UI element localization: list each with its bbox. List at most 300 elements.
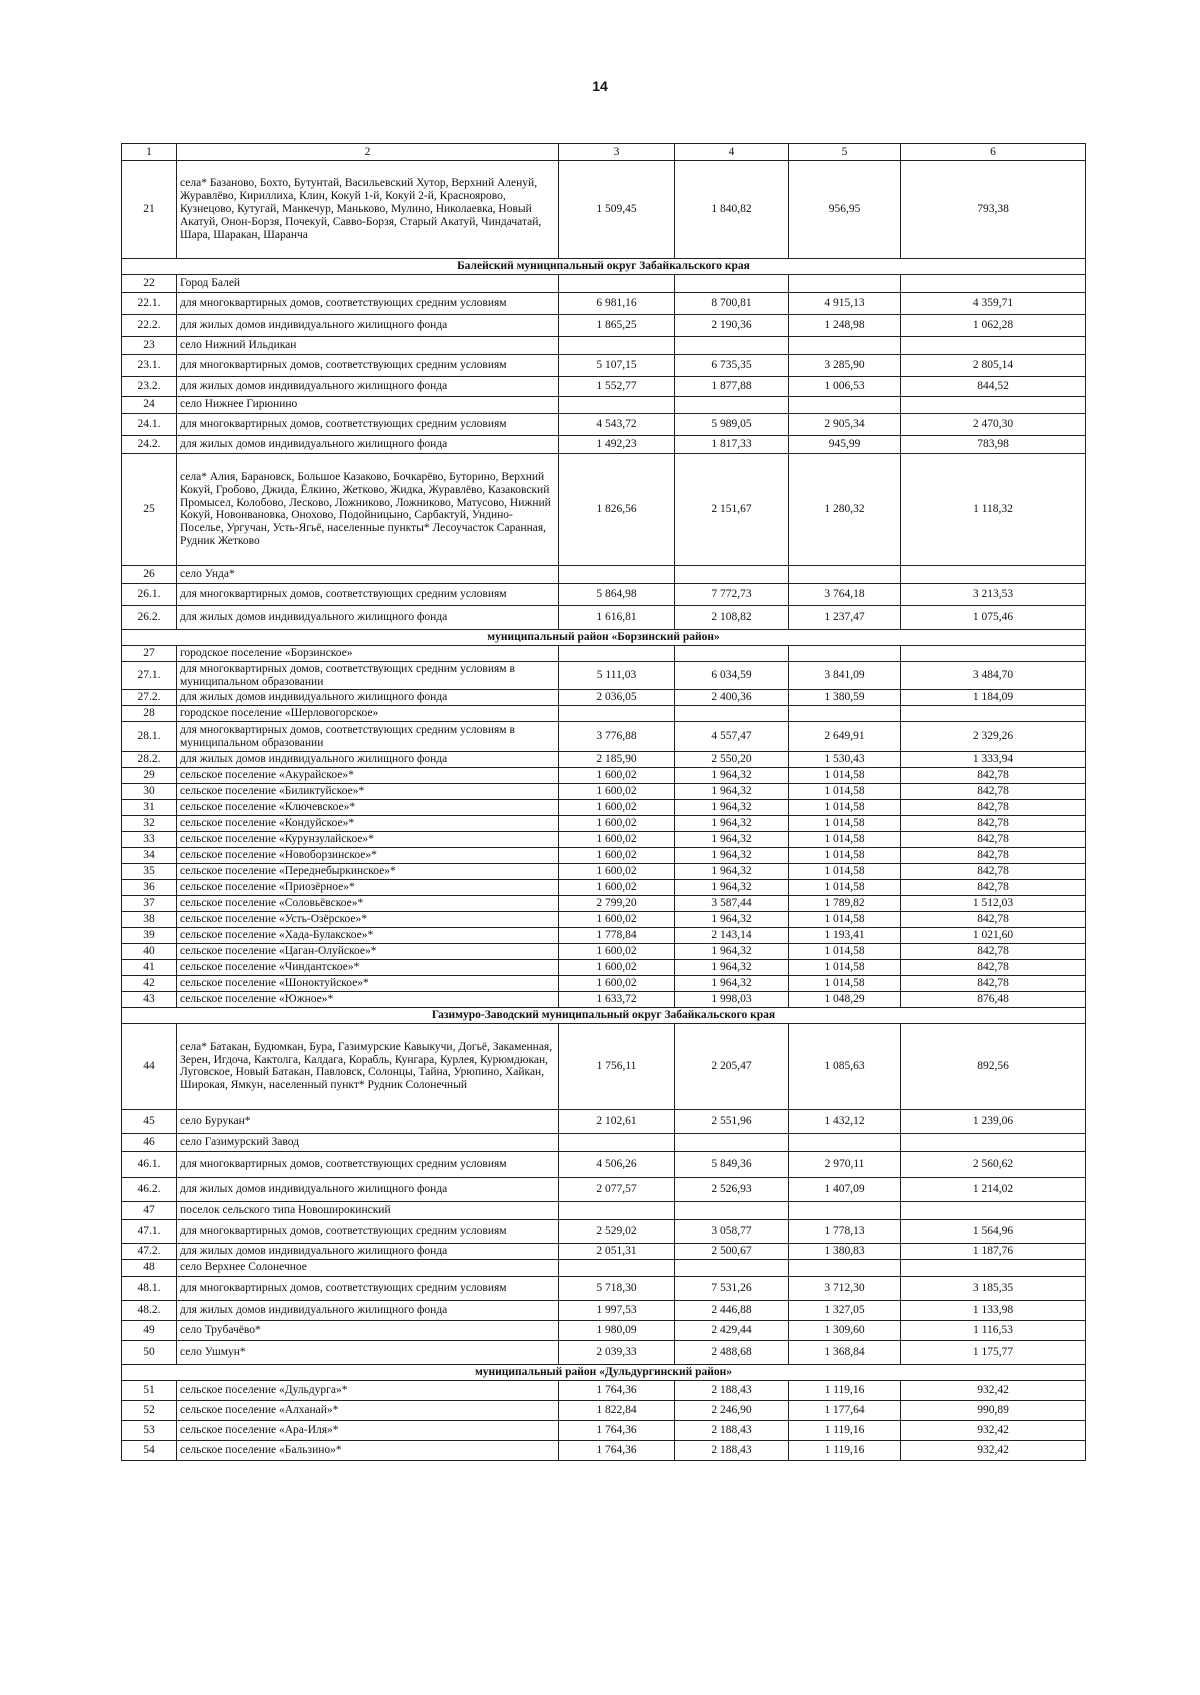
value-cell-col4: 1 964,32: [675, 832, 789, 848]
value-cell-col3: 5 718,30: [559, 1276, 675, 1300]
value-cell-col3: [559, 274, 675, 292]
value-cell-col5: 4 915,13: [789, 292, 901, 314]
value-cell-col3: [559, 396, 675, 413]
section-header-row: [122, 1008, 1086, 1024]
value-cell-col6: 842,78: [901, 864, 1086, 880]
value-cell-col4: 1 964,32: [675, 768, 789, 784]
value-cell-col4: 2 151,67: [675, 453, 789, 565]
row-description: село Газимурский Завод: [177, 1133, 559, 1151]
value-cell-col5: 1 380,59: [789, 690, 901, 706]
value-cell-col4: 2 205,47: [675, 1023, 789, 1109]
table-row: [122, 292, 1086, 314]
value-cell-col4: 2 108,82: [675, 605, 789, 629]
row-description: сельское поселение «Южное»*: [177, 992, 559, 1008]
table-row: [122, 800, 1086, 816]
row-number: 54: [122, 1440, 177, 1460]
value-cell-col5: [789, 565, 901, 583]
row-description: села* Алия, Барановск, Большое Казаково, Бочкарёво, Буторино, Верхний Кокуй, Гробово, Джида, Ёлкино, Жетково, Жидка, Журавлёво, Казаковский Промысел, Колобово, Лесково, Ложниково, Ложниково, Матусово, Нижний Кокуй, Новоивановка, Онохово, Подойницыно, Сарбактуй, Ундино-Поселье, Ургучан, Усть-Ягьё, населенные пункты* Лесоучасток Саранная, Рудник Жетково: [177, 453, 559, 565]
value-cell-col4: [675, 565, 789, 583]
section-title: Газимуро-Заводский муниципальный округ Забайкальского края: [122, 1008, 1086, 1024]
row-number: 24: [122, 396, 177, 413]
value-cell-col6: 1 075,46: [901, 605, 1086, 629]
row-description: село Нижний Ильдикан: [177, 336, 559, 354]
value-cell-col3: [559, 336, 675, 354]
value-cell-col6: 1 564,96: [901, 1219, 1086, 1243]
value-cell-col4: 1 877,88: [675, 376, 789, 396]
row-description: село Ушмун*: [177, 1340, 559, 1364]
value-cell-col4: 2 188,43: [675, 1420, 789, 1440]
value-cell-col6: 842,78: [901, 912, 1086, 928]
value-cell-col3: 1 600,02: [559, 976, 675, 992]
value-cell-col4: 6 735,35: [675, 354, 789, 376]
row-description: сельское поселение «Кондуйское»*: [177, 816, 559, 832]
value-cell-col6: 2 560,62: [901, 1151, 1086, 1177]
row-number: 31: [122, 800, 177, 816]
row-description: сельское поселение «Хада-Булакское»*: [177, 928, 559, 944]
value-cell-col4: 2 446,88: [675, 1300, 789, 1320]
row-description: сельское поселение «Приозёрное»*: [177, 880, 559, 896]
table-row: [122, 992, 1086, 1008]
value-cell-col6: 842,78: [901, 784, 1086, 800]
value-cell-col6: 2 805,14: [901, 354, 1086, 376]
table-row: [122, 1320, 1086, 1340]
value-cell-col4: [675, 396, 789, 413]
value-cell-col5: 956,95: [789, 161, 901, 259]
row-number: 46.1.: [122, 1151, 177, 1177]
header-cell: 3: [559, 144, 675, 161]
row-description: для жилых домов индивидуального жилищного фонда: [177, 376, 559, 396]
table-row: [122, 1133, 1086, 1151]
row-description: Город Балей: [177, 274, 559, 292]
table-row: [122, 376, 1086, 396]
value-cell-col3: 1 600,02: [559, 912, 675, 928]
row-number: 47.2.: [122, 1243, 177, 1259]
table-row: [122, 976, 1086, 992]
table-row: [122, 453, 1086, 565]
table-row: [122, 816, 1086, 832]
value-cell-col3: 1 600,02: [559, 784, 675, 800]
value-cell-col5: [789, 396, 901, 413]
value-cell-col6: 842,78: [901, 976, 1086, 992]
value-cell-col3: 1 600,02: [559, 768, 675, 784]
page-number: 14: [592, 78, 608, 94]
row-number: 42: [122, 976, 177, 992]
row-description: села* Базаново, Бохто, Бутунтай, Васильевский Хутор, Верхний Аленуй, Журавлёво, Кириллиха, Клин, Кокуй 1-й, Кокуй 2-й, Красноярово, Кузнецово, Кутугай, Манкечур, Маньково, Мулино, Николаевка, Новый Акатуй, Онон-Борзя, Почекуй, Савво-Борзя, Старый Акатуй, Чиндачатай, Шара, Шаракан, Шаранча: [177, 161, 559, 259]
value-cell-col6: 842,78: [901, 880, 1086, 896]
value-cell-col4: 2 143,14: [675, 928, 789, 944]
value-cell-col3: 2 077,57: [559, 1177, 675, 1201]
section-header-row: [122, 629, 1086, 645]
header-cell: 1: [122, 144, 177, 161]
row-number: 30: [122, 784, 177, 800]
value-cell-col6: 1 021,60: [901, 928, 1086, 944]
value-cell-col6: 842,78: [901, 768, 1086, 784]
row-number: 41: [122, 960, 177, 976]
row-description: городское поселение «Борзинское»: [177, 645, 559, 661]
table-row: [122, 690, 1086, 706]
value-cell-col3: 1 633,72: [559, 992, 675, 1008]
row-number: 22: [122, 274, 177, 292]
table-row: [122, 1380, 1086, 1400]
value-cell-col4: 5 849,36: [675, 1151, 789, 1177]
row-number: 27.2.: [122, 690, 177, 706]
row-number: 22.2.: [122, 314, 177, 336]
value-cell-col6: 2 470,30: [901, 413, 1086, 435]
value-cell-col3: 1 616,81: [559, 605, 675, 629]
value-cell-col4: 3 058,77: [675, 1219, 789, 1243]
value-cell-col4: 2 429,44: [675, 1320, 789, 1340]
value-cell-col6: 2 329,26: [901, 722, 1086, 752]
table-row: [122, 752, 1086, 768]
value-cell-col3: 1 997,53: [559, 1300, 675, 1320]
row-description: село Унда*: [177, 565, 559, 583]
value-cell-col4: 1 964,32: [675, 880, 789, 896]
row-number: 44: [122, 1023, 177, 1109]
table-row: [122, 1300, 1086, 1320]
value-cell-col5: 1 280,32: [789, 453, 901, 565]
row-description: для многоквартирных домов, соответствующих средним условиям: [177, 292, 559, 314]
row-number: 46.2.: [122, 1177, 177, 1201]
row-description: для многоквартирных домов, соответствующих средним условиям: [177, 583, 559, 605]
value-cell-col3: 2 036,05: [559, 690, 675, 706]
row-number: 48: [122, 1259, 177, 1276]
row-description: для жилых домов индивидуального жилищного фонда: [177, 435, 559, 453]
value-cell-col5: 1 432,12: [789, 1109, 901, 1133]
value-cell-col5: 1 014,58: [789, 864, 901, 880]
table-row: [122, 1259, 1086, 1276]
row-number: 47.1.: [122, 1219, 177, 1243]
row-number: 25: [122, 453, 177, 565]
row-number: 22.1.: [122, 292, 177, 314]
row-number: 27.1.: [122, 661, 177, 690]
value-cell-col5: 2 970,11: [789, 1151, 901, 1177]
table-row: [122, 1340, 1086, 1364]
value-cell-col4: 7 772,73: [675, 583, 789, 605]
value-cell-col5: 1 014,58: [789, 800, 901, 816]
value-cell-col5: 1 014,58: [789, 912, 901, 928]
row-number: 28.1.: [122, 722, 177, 752]
value-cell-col5: 3 764,18: [789, 583, 901, 605]
row-description: сельское поселение «Усть-Озёрское»*: [177, 912, 559, 928]
value-cell-col3: 1 600,02: [559, 800, 675, 816]
value-cell-col3: 1 600,02: [559, 944, 675, 960]
value-cell-col4: 2 526,93: [675, 1177, 789, 1201]
value-cell-col6: 1 214,02: [901, 1177, 1086, 1201]
row-description: для многоквартирных домов, соответствующих средним условиям: [177, 413, 559, 435]
value-cell-col3: [559, 1259, 675, 1276]
row-description: сельское поселение «Переднебыркинское»*: [177, 864, 559, 880]
row-description: села* Батакан, Будюмкан, Бура, Газимурские Кавыкучи, Догьё, Закаменная, Зерен, Игдоча, Кактолга, Калдага, Корабль, Кунгара, Курлея, Курюмдюкан, Луговское, Новый Батакан, Павловск, Солонцы, Тайна, Урюпино, Хайкан, Широкая, Ямкун, населенный пункт* Рудник Солонечный: [177, 1023, 559, 1109]
value-cell-col6: 1 118,32: [901, 453, 1086, 565]
table-row: [122, 435, 1086, 453]
value-cell-col6: 1 062,28: [901, 314, 1086, 336]
value-cell-col3: 1 980,09: [559, 1320, 675, 1340]
value-cell-col4: [675, 1133, 789, 1151]
value-cell-col4: 7 531,26: [675, 1276, 789, 1300]
value-cell-col5: 1 014,58: [789, 880, 901, 896]
row-description: для многоквартирных домов, соответствующих средним условиям в муниципальном образовании: [177, 661, 559, 690]
value-cell-col3: 2 051,31: [559, 1243, 675, 1259]
value-cell-col6: 3 484,70: [901, 661, 1086, 690]
table-row: [122, 161, 1086, 259]
table-row: [122, 1023, 1086, 1109]
value-cell-col5: 1 014,58: [789, 816, 901, 832]
value-cell-col5: 1 119,16: [789, 1380, 901, 1400]
table-row: [122, 1109, 1086, 1133]
value-cell-col3: [559, 1201, 675, 1219]
value-cell-col5: 3 712,30: [789, 1276, 901, 1300]
value-cell-col5: [789, 1201, 901, 1219]
row-description: село Трубачёво*: [177, 1320, 559, 1340]
value-cell-col3: [559, 645, 675, 661]
value-cell-col6: 1 333,94: [901, 752, 1086, 768]
row-number: 24.1.: [122, 413, 177, 435]
table-row: [122, 645, 1086, 661]
value-cell-col6: 1 133,98: [901, 1300, 1086, 1320]
table-row: [122, 1177, 1086, 1201]
value-cell-col4: 1 964,32: [675, 800, 789, 816]
value-cell-col3: 1 826,56: [559, 453, 675, 565]
value-cell-col6: 876,48: [901, 992, 1086, 1008]
value-cell-col5: 1 014,58: [789, 832, 901, 848]
value-cell-col4: [675, 336, 789, 354]
row-number: 32: [122, 816, 177, 832]
value-cell-col5: [789, 336, 901, 354]
table-row: [122, 274, 1086, 292]
row-description: для жилых домов индивидуального жилищного фонда: [177, 690, 559, 706]
value-cell-col4: 1 964,32: [675, 784, 789, 800]
value-cell-col6: 1 116,53: [901, 1320, 1086, 1340]
table-row: [122, 1151, 1086, 1177]
value-cell-col3: 2 039,33: [559, 1340, 675, 1364]
value-cell-col6: 932,42: [901, 1440, 1086, 1460]
row-description: для многоквартирных домов, соответствующих средним условиям в муниципальном образовании: [177, 722, 559, 752]
value-cell-col3: 3 776,88: [559, 722, 675, 752]
value-cell-col4: 2 500,67: [675, 1243, 789, 1259]
row-description: сельское поселение «Алханай»*: [177, 1400, 559, 1420]
value-cell-col4: 2 551,96: [675, 1109, 789, 1133]
value-cell-col4: [675, 645, 789, 661]
value-cell-col5: 2 649,91: [789, 722, 901, 752]
value-cell-col4: 1 964,32: [675, 848, 789, 864]
value-cell-col6: 842,78: [901, 800, 1086, 816]
row-number: 23.2.: [122, 376, 177, 396]
value-cell-col5: 1 014,58: [789, 848, 901, 864]
row-number: 52: [122, 1400, 177, 1420]
row-number: 34: [122, 848, 177, 864]
value-cell-col5: 3 841,09: [789, 661, 901, 690]
row-description: сельское поселение «Бальзино»*: [177, 1440, 559, 1460]
row-number: 47: [122, 1201, 177, 1219]
value-cell-col4: 1 964,32: [675, 944, 789, 960]
value-cell-col5: 1 014,58: [789, 976, 901, 992]
row-number: 45: [122, 1109, 177, 1133]
value-cell-col5: [789, 1259, 901, 1276]
value-cell-col5: 1 789,82: [789, 896, 901, 912]
row-description: сельское поселение «Чиндантское»*: [177, 960, 559, 976]
value-cell-col4: 6 034,59: [675, 661, 789, 690]
value-cell-col3: 1 600,02: [559, 848, 675, 864]
value-cell-col6: [901, 274, 1086, 292]
value-cell-col3: [559, 706, 675, 722]
row-number: 24.2.: [122, 435, 177, 453]
row-description: для жилых домов индивидуального жилищного фонда: [177, 1243, 559, 1259]
value-cell-col6: [901, 706, 1086, 722]
table-row: [122, 944, 1086, 960]
section-title: муниципальный район «Дульдургинский район»: [122, 1364, 1086, 1380]
value-cell-col3: 1 822,84: [559, 1400, 675, 1420]
row-number: 23: [122, 336, 177, 354]
row-number: 50: [122, 1340, 177, 1364]
value-cell-col6: [901, 565, 1086, 583]
value-cell-col5: 1 407,09: [789, 1177, 901, 1201]
value-cell-col3: 1 600,02: [559, 864, 675, 880]
row-number: 38: [122, 912, 177, 928]
value-cell-col4: 1 964,32: [675, 960, 789, 976]
table-row: [122, 1400, 1086, 1420]
row-description: село Верхнее Солонечное: [177, 1259, 559, 1276]
table-row: [122, 354, 1086, 376]
section-header-row: [122, 1364, 1086, 1380]
row-description: для многоквартирных домов, соответствующих средним условиям: [177, 354, 559, 376]
row-description: для многоквартирных домов, соответствующих средним условиям: [177, 1276, 559, 1300]
value-cell-col6: 1 239,06: [901, 1109, 1086, 1133]
value-cell-col5: 1 014,58: [789, 944, 901, 960]
value-cell-col6: 842,78: [901, 832, 1086, 848]
value-cell-col6: 1 175,77: [901, 1340, 1086, 1364]
value-cell-col4: 8 700,81: [675, 292, 789, 314]
row-number: 28: [122, 706, 177, 722]
row-number: 35: [122, 864, 177, 880]
value-cell-col5: 1 193,41: [789, 928, 901, 944]
value-cell-col4: 1 964,32: [675, 816, 789, 832]
value-cell-col4: 2 488,68: [675, 1340, 789, 1364]
row-number: 21: [122, 161, 177, 259]
row-description: поселок сельского типа Новоширокинский: [177, 1201, 559, 1219]
value-cell-col3: 1 509,45: [559, 161, 675, 259]
value-cell-col5: 1 119,16: [789, 1420, 901, 1440]
value-cell-col4: 1 964,32: [675, 912, 789, 928]
value-cell-col4: 2 190,36: [675, 314, 789, 336]
value-cell-col3: [559, 1133, 675, 1151]
value-cell-col4: 2 188,43: [675, 1380, 789, 1400]
row-description: сельское поселение «Новоборзинское»*: [177, 848, 559, 864]
table-row: [122, 706, 1086, 722]
value-cell-col3: 1 764,36: [559, 1440, 675, 1460]
value-cell-col6: [901, 1259, 1086, 1276]
value-cell-col5: 1 014,58: [789, 960, 901, 976]
value-cell-col6: 892,56: [901, 1023, 1086, 1109]
value-cell-col5: 1 014,58: [789, 784, 901, 800]
table-row: [122, 396, 1086, 413]
row-number: 53: [122, 1420, 177, 1440]
value-cell-col4: 1 840,82: [675, 161, 789, 259]
value-cell-col4: [675, 274, 789, 292]
section-title: Балейский муниципальный округ Забайкальского края: [122, 259, 1086, 275]
value-cell-col6: [901, 396, 1086, 413]
value-cell-col4: [675, 1259, 789, 1276]
row-number: 51: [122, 1380, 177, 1400]
value-cell-col6: [901, 1201, 1086, 1219]
value-cell-col6: 793,38: [901, 161, 1086, 259]
row-number: 46: [122, 1133, 177, 1151]
value-cell-col3: 1 756,11: [559, 1023, 675, 1109]
row-number: 27: [122, 645, 177, 661]
value-cell-col5: [789, 645, 901, 661]
value-cell-col5: [789, 274, 901, 292]
value-cell-col4: [675, 706, 789, 722]
value-cell-col6: 783,98: [901, 435, 1086, 453]
value-cell-col5: 1 368,84: [789, 1340, 901, 1364]
value-cell-col5: 1 778,13: [789, 1219, 901, 1243]
value-cell-col3: 1 600,02: [559, 832, 675, 848]
value-cell-col5: 1 237,47: [789, 605, 901, 629]
row-description: для многоквартирных домов, соответствующих средним условиям: [177, 1151, 559, 1177]
value-cell-col3: [559, 565, 675, 583]
table-row: [122, 1219, 1086, 1243]
value-cell-col4: 3 587,44: [675, 896, 789, 912]
value-cell-col5: 1 530,43: [789, 752, 901, 768]
value-cell-col6: [901, 1133, 1086, 1151]
row-description: сельское поселение «Биликтуйское»*: [177, 784, 559, 800]
value-cell-col4: 2 188,43: [675, 1440, 789, 1460]
table-row: [122, 896, 1086, 912]
value-cell-col3: 4 543,72: [559, 413, 675, 435]
value-cell-col4: 1 998,03: [675, 992, 789, 1008]
table-row: [122, 605, 1086, 629]
value-cell-col3: 5 107,15: [559, 354, 675, 376]
value-cell-col6: 3 213,53: [901, 583, 1086, 605]
row-description: для жилых домов индивидуального жилищного фонда: [177, 314, 559, 336]
table-row: [122, 583, 1086, 605]
table-row: [122, 864, 1086, 880]
value-cell-col6: 842,78: [901, 960, 1086, 976]
value-cell-col3: 1 492,23: [559, 435, 675, 453]
value-cell-col3: 6 981,16: [559, 292, 675, 314]
value-cell-col5: 1 309,60: [789, 1320, 901, 1340]
value-cell-col3: 1 600,02: [559, 816, 675, 832]
row-description: для жилых домов индивидуального жилищного фонда: [177, 752, 559, 768]
value-cell-col6: 1 184,09: [901, 690, 1086, 706]
table-row: [122, 1420, 1086, 1440]
header-cell: 5: [789, 144, 901, 161]
value-cell-col5: 1 248,98: [789, 314, 901, 336]
table-row: [122, 928, 1086, 944]
header-cell: 6: [901, 144, 1086, 161]
row-number: 43: [122, 992, 177, 1008]
value-cell-col5: [789, 1133, 901, 1151]
value-cell-col5: 1 380,83: [789, 1243, 901, 1259]
row-description: сельское поселение «Дульдурга»*: [177, 1380, 559, 1400]
value-cell-col6: 844,52: [901, 376, 1086, 396]
row-description: село Нижнее Гирюнино: [177, 396, 559, 413]
value-cell-col5: 1 085,63: [789, 1023, 901, 1109]
value-cell-col4: 1 964,32: [675, 976, 789, 992]
row-description: село Бурукан*: [177, 1109, 559, 1133]
row-description: городское поселение «Шерловогорское»: [177, 706, 559, 722]
value-cell-col4: 5 989,05: [675, 413, 789, 435]
section-title: муниципальный район «Борзинский район»: [122, 629, 1086, 645]
row-description: сельское поселение «Курунзулайское»*: [177, 832, 559, 848]
value-cell-col3: 1 600,02: [559, 960, 675, 976]
value-cell-col3: 4 506,26: [559, 1151, 675, 1177]
table-row: [122, 1243, 1086, 1259]
value-cell-col4: 1 964,32: [675, 864, 789, 880]
row-number: 36: [122, 880, 177, 896]
row-description: сельское поселение «Ара-Иля»*: [177, 1420, 559, 1440]
value-cell-col3: 1 764,36: [559, 1380, 675, 1400]
tariff-table: [121, 143, 1086, 1461]
